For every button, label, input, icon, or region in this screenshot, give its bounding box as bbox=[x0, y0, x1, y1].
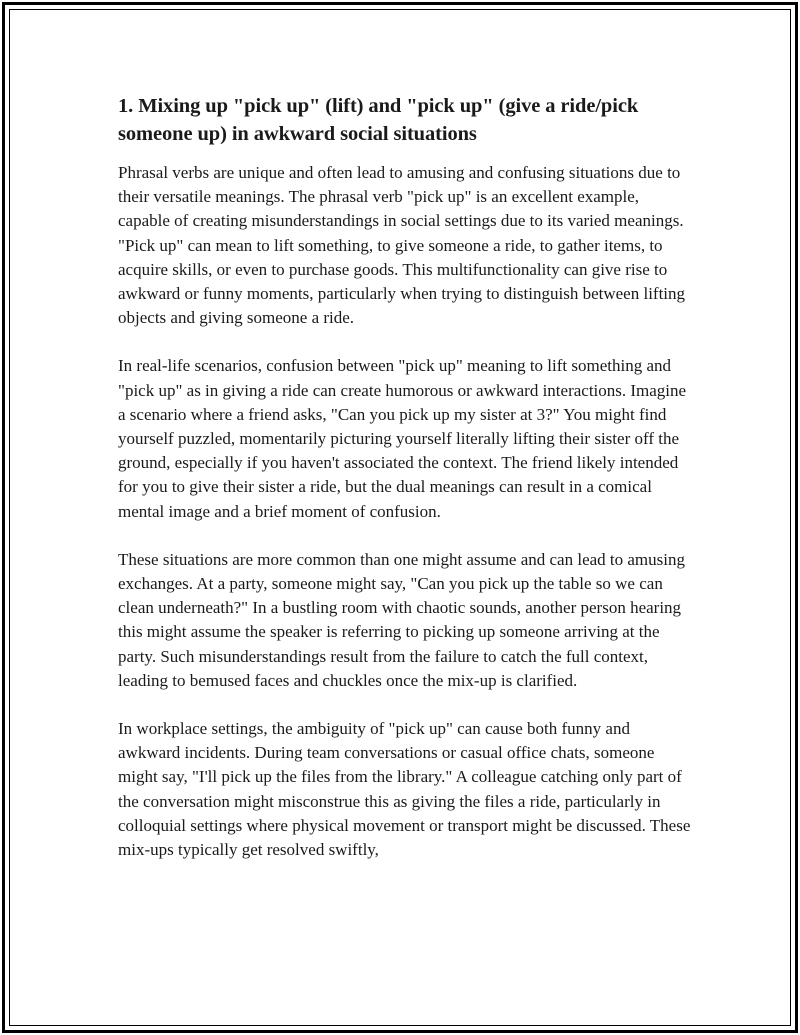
paragraph-3: These situations are more common than one might assume and can lead to amusing exchanges. At a party, someone might say, "Can you pick up the table so we can clean underneath?" In a bustling room with chaotic sounds, another person hearing this might assume the speaker is referring to picking up someone arriving at the party. Such misunderstandings result from the failure to catch the full context, leading to bemused faces and chuckles once the mix-up is clarified. bbox=[118, 549, 685, 690]
section-heading: 1. Mixing up "pick up" (lift) and "pick up" (give a ride/pick someone up) in awkward social situations bbox=[118, 95, 639, 145]
paragraph-2: In real-life scenarios, confusion between "pick up" meaning to lift something and "pick up" as in giving a ride can create humorous or awkward interactions. Imagine a scenario where a friend asks, "Can you pick up my sister at 3?" You might find yourself puzzled, momentarily picturing yourself literally lifting their sister off the ground, especially if you haven't associated the context. The friend likely intended for you to give their sister a ride, but the dual meanings can result in a comical mental image and a brief moment of confusion. bbox=[118, 356, 687, 521]
paragraph-1: Phrasal verbs are unique and often lead to amusing and confusing situations due to their versatile meanings. The phrasal verb "pick up" is an excellent example, capable of creating misunderstandings in social settings due to its varied meanings. "Pick up" can mean to lift something, to give someone a ride, to gather items, to acquire skills, or even to purchase goods. This multifunctionality can give rise to awkward or funny moments, particularly when trying to distinguish between lifting objects and giving someone a ride. bbox=[118, 163, 686, 328]
document-page bbox=[118, 92, 693, 886]
paragraph-4: In workplace settings, the ambiguity of "pick up" can cause both funny and awkward incidents. During team conversations or casual office chats, someone might say, "I'll pick up the files from the library." A colleague catching only part of the conversation might misconstrue this as giving the files a ride, particularly in colloquial settings where physical movement or transport might be discussed. These mix-ups typically get resolved swiftly, bbox=[118, 719, 691, 860]
